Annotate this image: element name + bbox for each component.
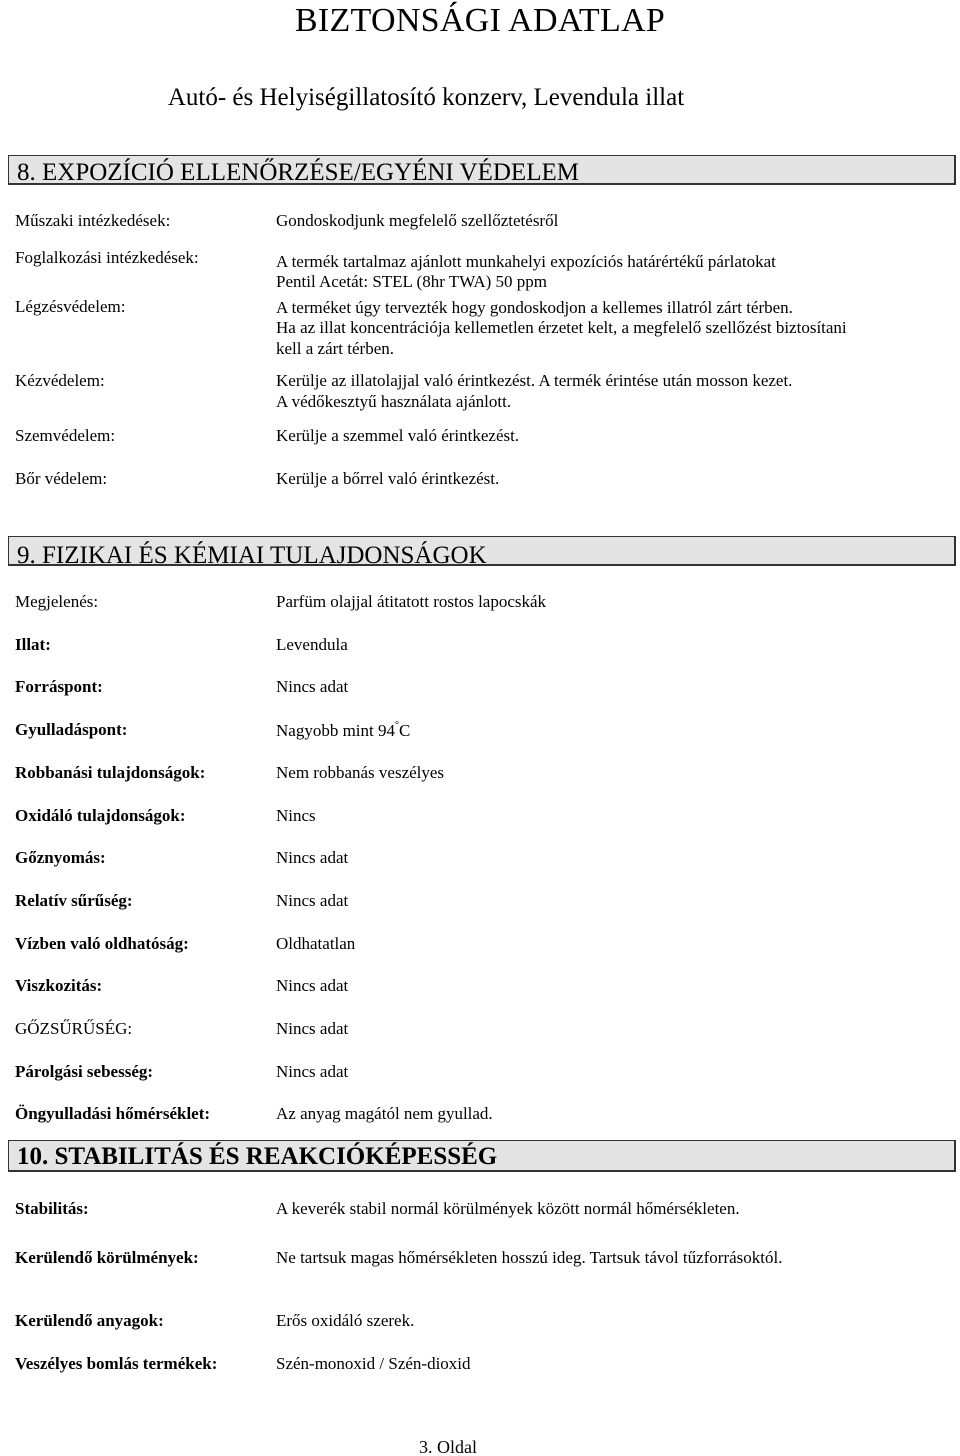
section-8-heading: 8. EXPOZÍCIÓ ELLENŐRZÉSE/EGYÉNI VÉDELEM [17,159,579,185]
illat-value: Levendula [276,635,348,654]
robbanasi-label: Robbanási tulajdonságok: [15,763,206,782]
document-title: BIZTONSÁGI ADATLAP [294,2,666,39]
stabilitas-value: A keverék stabil normál körülmények között normál hőmérsékleten. [276,1199,740,1218]
oxidalo-value: Nincs [276,806,316,825]
goznyomas-label: Gőznyomás: [15,848,106,867]
gyulladaspont-label: Gyulladáspont: [15,720,128,739]
kerulendo-korulmenyek-label: Kerülendő körülmények: [15,1248,199,1267]
forraspont-value: Nincs adat [276,677,349,696]
section-10-header [8,1140,956,1172]
bomlas-termekek-label: Veszélyes bomlás termékek: [15,1354,218,1373]
section-8-header [8,155,956,185]
vizben-oldhatosag-value: Oldhatatlan [276,934,356,953]
page-number: 3. Oldal [419,1437,477,1456]
goznyomas-value: Nincs adat [276,848,349,867]
viszkozitas-value: Nincs adat [276,976,349,995]
gyulladaspont-number: Nagyobb mint 94 [276,721,395,740]
foglalkozasi-value-1: A termék tartalmaz ajánlott munkahelyi expozíciós határértékű párlatokat [276,252,776,271]
document-subtitle: Autó- és Helyiségillatosító konzerv, Levendula illat [167,84,685,111]
gozsuruseg-label: GŐZSŰRŰSÉG: [15,1019,133,1038]
robbanasi-value: Nem robbanás veszélyes [276,763,445,782]
bor-value: Kerülje a bőrrel való érintkezést. [276,469,500,488]
stabilitas-label: Stabilitás: [15,1199,89,1218]
foglalkozasi-label: Foglalkozási intézkedések: [15,248,199,267]
szem-label: Szemvédelem: [15,426,116,445]
muszaki-value: Gondoskodjunk megfelelő szellőztetésről [276,211,559,230]
ongyulladasi-label: Öngyulladási hőmérséklet: [15,1104,211,1123]
kez-value-2: A védőkesztyű használata ajánlott. [276,392,512,411]
relativ-suruseg-label: Relatív sűrűség: [15,891,133,910]
viszkozitas-label: Viszkozitás: [15,976,103,995]
gyulladaspont-unit: C [399,721,411,740]
section-9-heading: 9. FIZIKAI ÉS KÉMIAI TULAJDONSÁGOK [17,542,487,566]
kerulendo-anyagok-label: Kerülendő anyagok: [15,1311,164,1330]
megjelenes-value: Parfüm olajjal átitatott rostos lapocskák [276,592,547,611]
ongyulladasi-value: Az anyag magától nem gyullad. [276,1104,493,1123]
kerulendo-korulmenyek-value: Ne tartsuk magas hőmérsékleten hosszú ideg. Tartsuk távol tűzforrásoktól. [276,1248,783,1267]
legzes-value-1: A terméket úgy tervezték hogy gondoskodjon a kellemes illatról zárt térben. [276,298,793,317]
foglalkozasi-value-2: Pentil Acetát: STEL (8hr TWA) 50 ppm [276,272,548,291]
gozsuruseg-value: Nincs adat [276,1019,349,1038]
section-9-header [8,536,956,566]
relativ-suruseg-value: Nincs adat [276,891,349,910]
legzes-value-3: kell a zárt térben. [276,339,394,358]
forraspont-label: Forráspont: [15,677,103,696]
szem-value: Kerülje a szemmel való érintkezést. [276,426,520,445]
muszaki-label: Műszaki intézkedések: [15,211,171,230]
section-10-heading: 10. STABILITÁS ÉS REAKCIÓKÉPESSÉG [17,1143,498,1170]
kez-value-1: Kerülje az illatolajjal való érintkezést. A termék érintése után mosson kezet. [276,371,793,390]
legzes-value-2: Ha az illat koncentrációja kellemetlen érzetet kelt, a megfelelő szellőzést biztosítani [276,318,847,337]
bor-label: Bőr védelem: [15,469,108,488]
gyulladaspont-value [276,720,410,741]
legzes-label: Légzésvédelem: [15,297,126,316]
oxidalo-label: Oxidáló tulajdonságok: [15,806,186,825]
megjelenes-label: Megjelenés: [15,592,99,611]
illat-label: Illat: [15,635,51,654]
kez-label: Kézvédelem: [15,371,105,390]
bomlas-termekek-value: Szén-monoxid / Szén-dioxid [276,1354,471,1373]
degree-symbol: ° [395,720,399,731]
vizben-oldhatosag-label: Vízben való oldhatóság: [15,934,189,953]
parolgasi-label: Párolgási sebesség: [15,1062,154,1081]
parolgasi-value: Nincs adat [276,1062,349,1081]
kerulendo-anyagok-value: Erős oxidáló szerek. [276,1311,415,1330]
